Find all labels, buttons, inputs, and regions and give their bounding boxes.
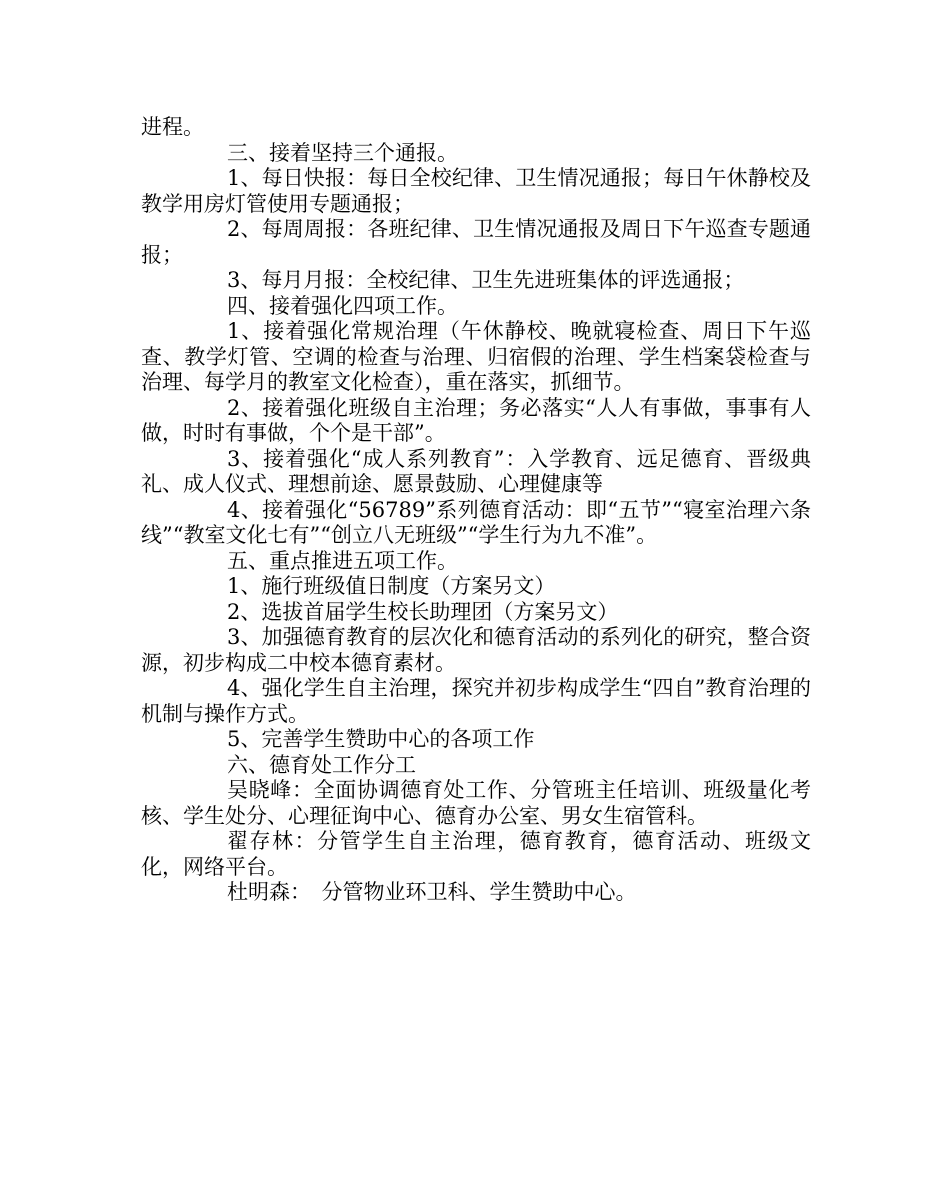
- document-body: [141, 115, 811, 906]
- paragraph-moral-education-research: 3、加强德育教育的层次化和德育活动的系列化的研究，整合资源，初步构成二中校本德育素材。: [141, 625, 811, 675]
- heading-three-reports: 三、接着坚持三个通报。: [227, 140, 458, 165]
- paragraph-continuation: 进程。: [141, 115, 204, 139]
- paragraph-staff-du: 杜明森： 分管物业环卫科、学生赞助中心。: [227, 880, 637, 904]
- heading-four-tasks: 四、接着强化四项工作。: [227, 293, 458, 318]
- paragraph-class-self-management: 2、接着强化班级自主治理；务必落实“人人有事做，事事有人做，时时有事做，个个是干部”。: [141, 395, 811, 445]
- paragraph-principal-assistants: 2、选拔首届学生校长助理团（方案另文）: [227, 599, 619, 624]
- paragraph-staff-wu: 吴晓峰：全面协调德育处工作、分管班主任培训、班级量化考核、学生处分、心理征询中心、德育办公室、男女生宿管科。: [141, 778, 811, 828]
- paragraph-adult-education: 3、接着强化“成人系列教育”：入学教育、远足德育、晋级典礼、成人仪式、理想前途、愿景鼓励、心理健康等: [141, 446, 811, 496]
- paragraph-duty-system: 1、施行班级值日制度（方案另文）: [227, 574, 556, 598]
- paragraph-weekly-report: 2、每周周报：各班纪律、卫生情况通报及周日下午巡查专题通报；: [141, 217, 811, 267]
- paragraph-routine-management: 1、接着强化常规治理（午休静校、晚就寝检查、周日下午巡查、教学灯管、空调的检查与治理、归宿假的治理、学生档案袋检查与治理、每学月的教室文化检查），重在落实，抓细节。: [141, 319, 811, 394]
- heading-division-of-labor: 六、德育处工作分工: [227, 752, 416, 777]
- paragraph-student-self-governance: 4、强化学生自主治理，探究并初步构成学生“四自”教育治理的机制与操作方式。: [141, 676, 811, 726]
- heading-five-tasks: 五、重点推进五项工作。: [227, 548, 458, 573]
- paragraph-staff-zhai: 翟存林：分管学生自主治理，德育教育，德育活动、班级文化，网络平台。: [141, 829, 811, 879]
- paragraph-aid-center: 5、完善学生赞助中心的各项工作: [227, 727, 535, 751]
- paragraph-56789-activities: 4、接着强化“56789”系列德育活动：即“五节”“寝室治理六条线”“教室文化七有”“创立八无班级”“学生行为九不准”。: [141, 497, 811, 547]
- paragraph-monthly-report: 3、每月月报：全校纪律、卫生先进班集体的评选通报；: [227, 268, 745, 292]
- paragraph-daily-report: 1、每日快报：每日全校纪律、卫生情况通报；每日午休静校及教学用房灯管使用专题通报；: [141, 166, 811, 216]
